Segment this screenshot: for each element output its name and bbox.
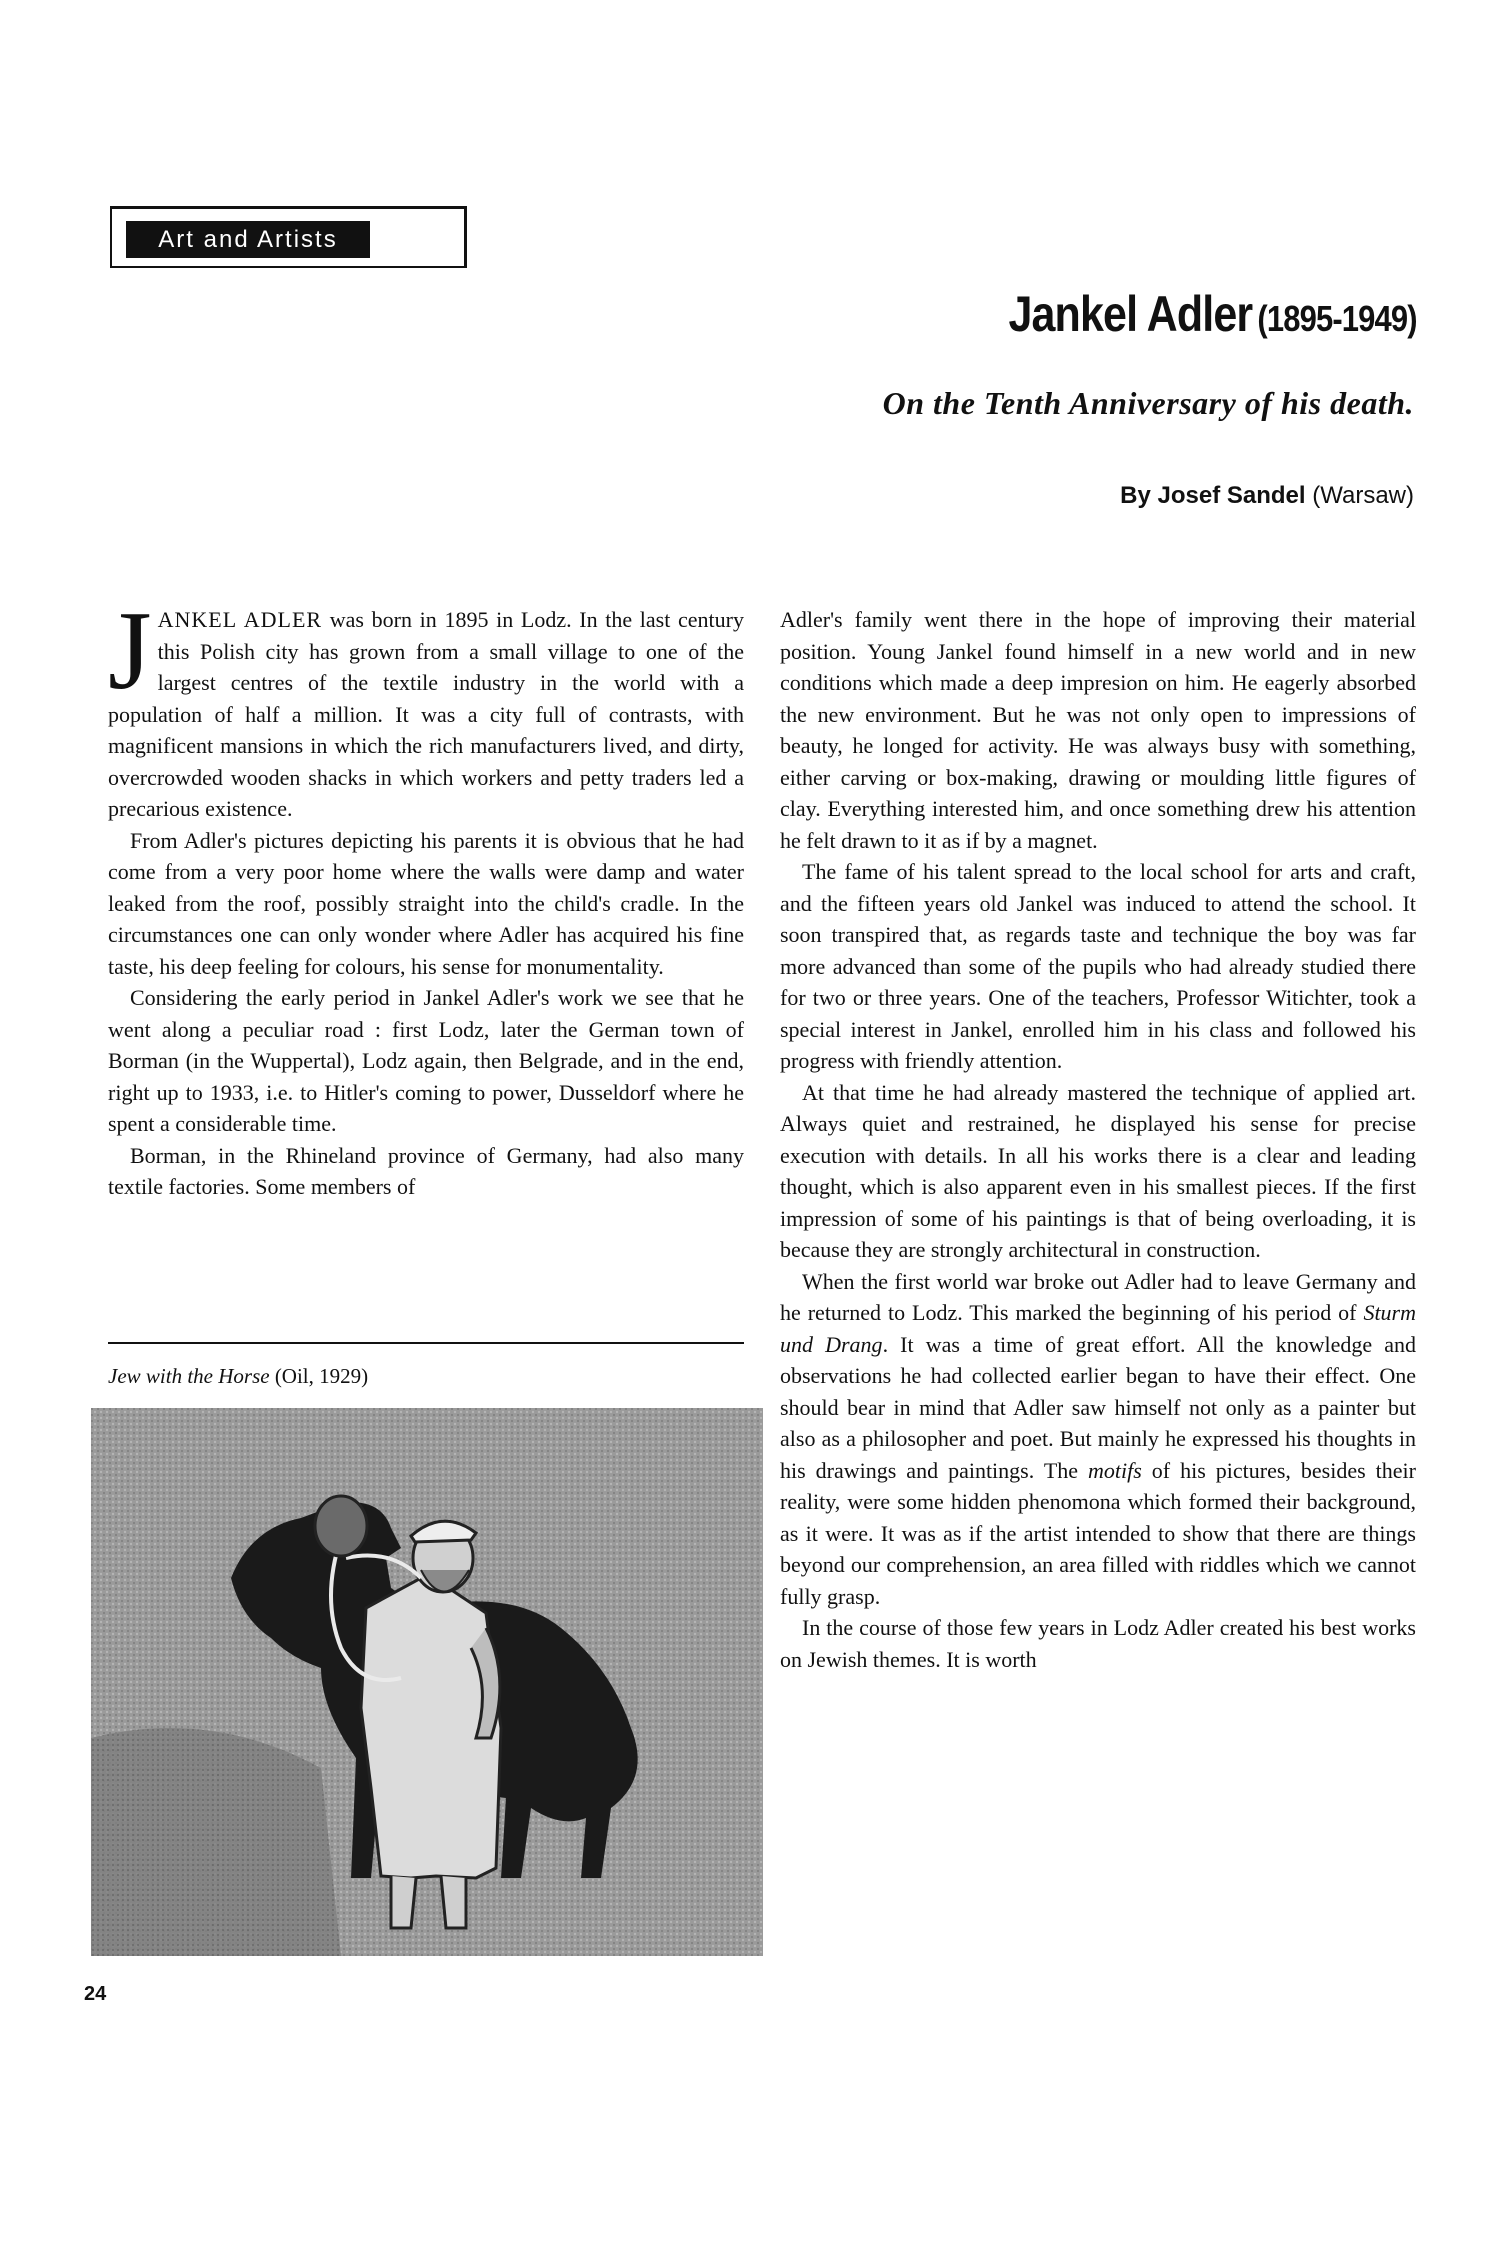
left-paragraph-1 (108, 589, 744, 825)
figure-divider (108, 1342, 744, 1344)
left-paragraph-2: From Adler's pictures depicting his parents it is obvious that he had come from a very poor home where the walls were damp and water leaked from the roof, possibly straight into the child's cradle. In the circumstances one can only wonder where Adler has acquired his fine taste, his deep feeling for colours, his sense for monumentality. (108, 827, 744, 979)
left-column (108, 589, 744, 1203)
right-paragraph-5: In the course of those few years in Lodz Adler created his best works on Jewish themes. It is worth (780, 1615, 1416, 1672)
byline-prefix: By (1120, 482, 1151, 509)
article-title-years: (1895-1949) (1257, 298, 1417, 339)
page-number: 24 (84, 1983, 107, 2005)
figure-caption (108, 1364, 368, 1389)
motifs-word: motifs (1088, 1457, 1142, 1483)
left-paragraph-4: Borman, in the Rhineland province of Germany, had also many textile factories. Some members of (108, 1142, 744, 1199)
right-paragraph-3: At that time he had already mastered the technique of applied art. Always quiet and restrained, he displayed his sense for precise execution with details. In all his works there is a clear and leading thought, which is also apparent even in his smallest pieces. If the first impression of some of his paintings is that of being overloading, it is because they are strongly architectural in construction. (780, 1079, 1416, 1262)
left-paragraph-1-text: was born in 1895 in Lodz. In the last century this Polish city has grown from a small village to one of the largest centres of the textile industry in the world with a population of half a million. It was a city full of contrasts, with magnificent mansions in which the rich manufacturers lived, and dirty, overcrowded wooden shacks in which workers and petty traders led a precarious existence. (108, 607, 744, 821)
sturm-und-drang: Sturm und Drang (780, 1300, 1416, 1357)
right-paragraph-4-middle: . It was a time of great effort. All the knowledge and observations he had collected earlier began to have their effect. One should bear in mind that Adler saw himself not only as a painter but also as a philosopher and poet. But mainly he expressed his thoughts in his drawings and paintings. The (780, 1331, 1417, 1483)
drop-cap: J (108, 589, 152, 713)
article-title-name: Jankel Adler (1008, 286, 1253, 342)
right-paragraph-1: Adler's family went there in the hope of improving their material position. Young Jankel found himself in a new world and in new conditions which made a deep impresion on him. He eagerly absorbed the new environment. But he was not only open to impressions of beauty, he longed for activity. He was always busy with something, either carving or box-making, drawing or moulding little figures of clay. Everything interested him, and once something drew his attention he felt drawn to it as if by a magnet. (780, 607, 1416, 853)
article-subtitle: On the Tenth Anniversary of his death. (882, 385, 1414, 421)
right-column (780, 604, 1416, 1675)
byline-author: Josef Sandel (1157, 482, 1306, 509)
painting-lower-shadow (91, 1728, 341, 1956)
right-paragraph-4-start: When the first world war broke out Adler had to leave Germany and he returned to Lodz. This marked the beginning of his period of (780, 1268, 1416, 1325)
painting-second-head (315, 1496, 367, 1556)
figure-caption-details: (Oil, 1929) (269, 1364, 369, 1388)
lead-smallcaps: ANKEL ADLER (157, 607, 323, 632)
right-paragraph-2: The fame of his talent spread to the local school for arts and craft, and the fifteen years old Jankel was induced to attend the school. It soon transpired that, as regards taste and technique the boy was far more advanced than some of the pupils who had already studied there for two or three years. One of the teachers, Professor Witichter, took a special interest in Jankel, enrolled him in his class and followed his progress with friendly attention. (780, 859, 1416, 1073)
section-tag (110, 206, 467, 268)
right-paragraph-4 (780, 1266, 1416, 1613)
byline-place: (Warsaw) (1312, 482, 1414, 509)
article-title (1009, 285, 1417, 343)
section-tag-label: Art and Artists (126, 221, 370, 258)
painting-jew-with-the-horse (91, 1408, 763, 1956)
byline (1120, 482, 1414, 510)
left-paragraph-3: Considering the early period in Jankel Adler's work we see that he went along a peculiar road : first Lodz, later the German town of Borman (in the Wuppertal), Lodz again, then Belgrade, and in the end, right up to 1933, i.e. to Hitler's coming to power, Dusseldorf where he spent a considerable time. (108, 985, 744, 1136)
right-paragraph-4-end: of his pictures, besides their reality, were some hidden phenomona which formed their background, as it were. It was as if the artist intended to show that there are things beyond our comprehension, an area filled with riddles which we cannot fully grasp. (780, 1457, 1416, 1609)
figure-caption-title: Jew with the Horse (108, 1364, 270, 1388)
